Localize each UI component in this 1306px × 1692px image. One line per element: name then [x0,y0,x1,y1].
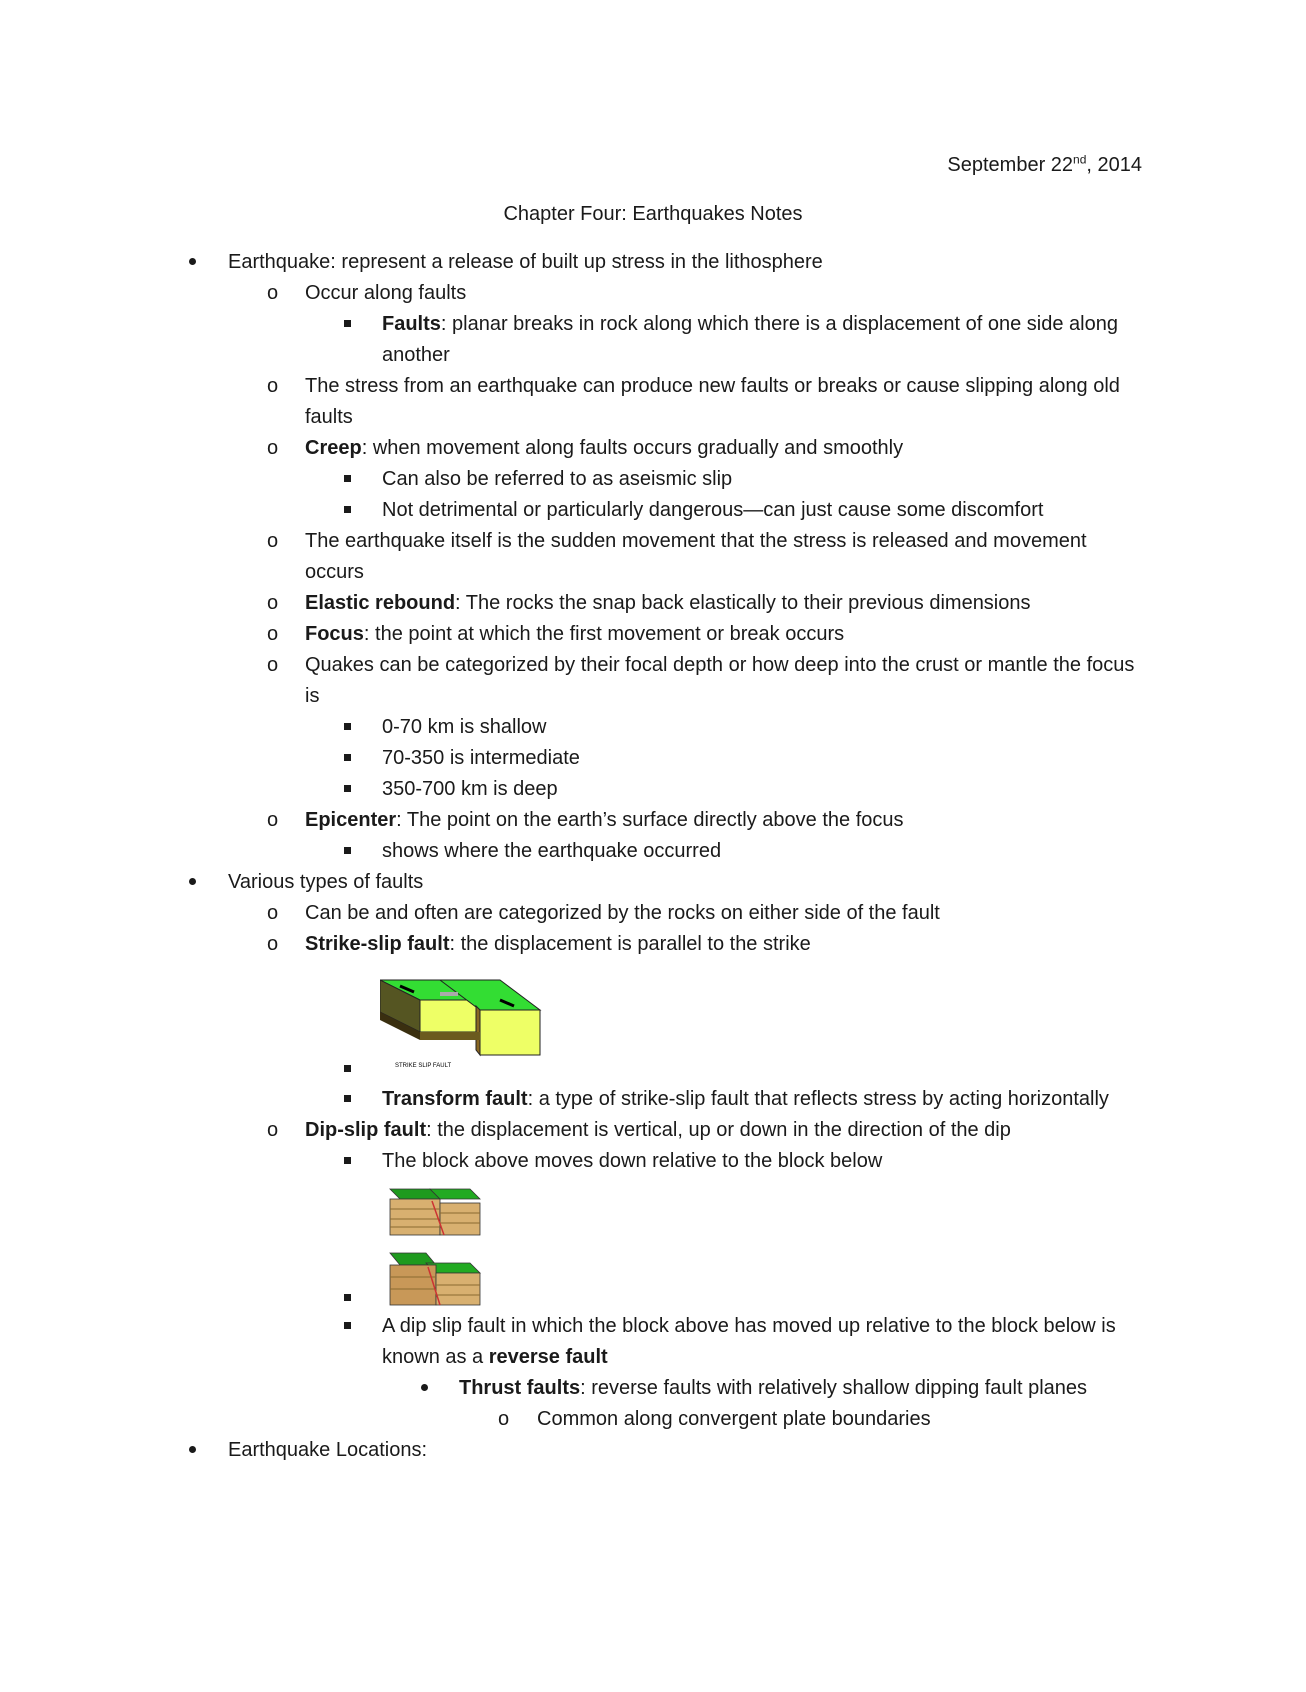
item-text: Earthquake Locations: [228,1439,428,1461]
item-text: shows where the earthquake occurred [382,840,722,862]
list-bullet-o: o [267,623,279,645]
list-item [0,495,1306,526]
list-bullet-o: o [267,809,279,831]
list-item [0,309,1306,371]
list-bullet-o: o [267,375,279,397]
list-bullet-square [344,1065,351,1072]
term: reverse fault [488,1346,608,1368]
list-bullet-o: o [267,592,279,614]
list-bullet-o: o [498,1408,510,1430]
item-text: Not detrimental or particularly dangerous—can just cause some discomfort [382,499,1044,521]
strike-slip-fault-figure [380,970,560,1070]
list-item [0,774,1306,805]
list-bullet-square [344,1311,351,1342]
figure-dip-slip-row [0,1177,1306,1311]
list-bullet-square [344,1146,351,1177]
item-text: : the point at which the first movement or break occurs [363,623,845,645]
list-item [0,1404,1306,1435]
figure-caption: STRIKE SLIP FAULT [395,1063,452,1069]
list-bullet-square [344,309,351,340]
list-item [0,898,1306,929]
item-text: : The rocks the snap back elastically to their previous dimensions [455,592,1031,614]
list-item [0,929,1306,960]
item-text: Quakes can be categorized by their focal depth or how deep into the crust or mantle the focus is [305,654,1135,707]
figure-strike-slip-row [0,960,1306,1084]
item-text: 350-700 km is deep [382,778,558,800]
item-text: Common along convergent plate boundaries [537,1408,931,1430]
list-bullet-square [344,1084,351,1115]
item-text: A dip slip fault in which the block above has moved up relative to the block below is known as a [382,1315,1116,1368]
term: Strike-slip fault [305,933,450,955]
item-text: Occur along faults [305,282,467,304]
item-text: 0-70 km is shallow [382,716,547,738]
normal-fault-figure [380,1181,490,1311]
list-item [0,805,1306,836]
term: Transform fault [382,1088,528,1110]
list-item [0,278,1306,309]
list-item [0,526,1306,588]
list-bullet-o: o [267,282,279,304]
item-text: The stress from an earthquake can produce new faults or breaks or cause slipping along old faults [305,375,1120,428]
item-text: 70-350 is intermediate [382,747,580,769]
list-bullet-square [344,774,351,805]
item-text: The block above moves down relative to the block below [382,1150,883,1172]
list-bullet-o: o [267,1119,279,1141]
list-bullet-o: o [267,654,279,676]
list-item [0,743,1306,774]
item-text: : when movement along faults occurs gradually and smoothly [361,437,904,459]
list-item [0,433,1306,464]
list-item [0,619,1306,650]
item-text: : the displacement is vertical, up or down in the direction of the dip [426,1119,1011,1141]
list-item [0,1373,1306,1404]
list-bullet-square [344,464,351,495]
term: Elastic rebound [305,592,456,614]
list-bullet-o: o [267,933,279,955]
list-item [0,836,1306,867]
list-bullet-square [344,495,351,526]
list-bullet-dot [421,1373,428,1404]
list-bullet-square [344,836,351,867]
item-text: Various types of faults [228,871,424,893]
list-bullet-o: o [267,437,279,459]
list-item [0,247,1306,278]
list-item [0,588,1306,619]
item-text: : the displacement is parallel to the strike [449,933,811,955]
term: Faults [382,313,441,335]
list-item [0,712,1306,743]
list-item [0,1084,1306,1115]
list-item [0,464,1306,495]
term: Creep [305,437,362,459]
item-text: : reverse faults with relatively shallow dipping fault planes [580,1377,1088,1399]
term: Thrust faults [459,1377,581,1399]
item-text: Earthquake: represent a release of built up stress in the lithosphere [228,251,823,273]
list-bullet-o: o [267,902,279,924]
list-bullet-dot [189,867,196,898]
list-item [0,650,1306,712]
item-text: : a type of strike-slip fault that reflects stress by acting horizontally [527,1088,1109,1110]
list-item [0,1311,1306,1373]
term: Dip-slip fault [305,1119,427,1141]
item-text: The earthquake itself is the sudden movement that the stress is released and movement occurs [305,530,1087,583]
item-text: Can be and often are categorized by the rocks on either side of the fault [305,902,940,924]
page-title: Chapter Four: Earthquakes Notes [503,203,803,225]
list-bullet-dot [189,1435,196,1466]
list-bullet-o: o [267,530,279,552]
list-item [0,1435,1306,1466]
item-text: : planar breaks in rock along which there is a displacement of one side along another [382,313,1118,366]
item-text: : The point on the earth’s surface directly above the focus [396,809,904,831]
term: Focus [305,623,364,645]
list-bullet-square [344,712,351,743]
list-item [0,1146,1306,1177]
item-text: Can also be referred to as aseismic slip [382,468,733,490]
list-bullet-square [344,743,351,774]
term: Epicenter [305,809,397,831]
list-item [0,1115,1306,1146]
list-item [0,371,1306,433]
date: September 22nd, 2014 [947,152,1142,176]
list-bullet-dot [189,247,196,278]
list-item [0,867,1306,898]
notes-list [0,247,1306,1466]
list-bullet-square [344,1294,351,1301]
